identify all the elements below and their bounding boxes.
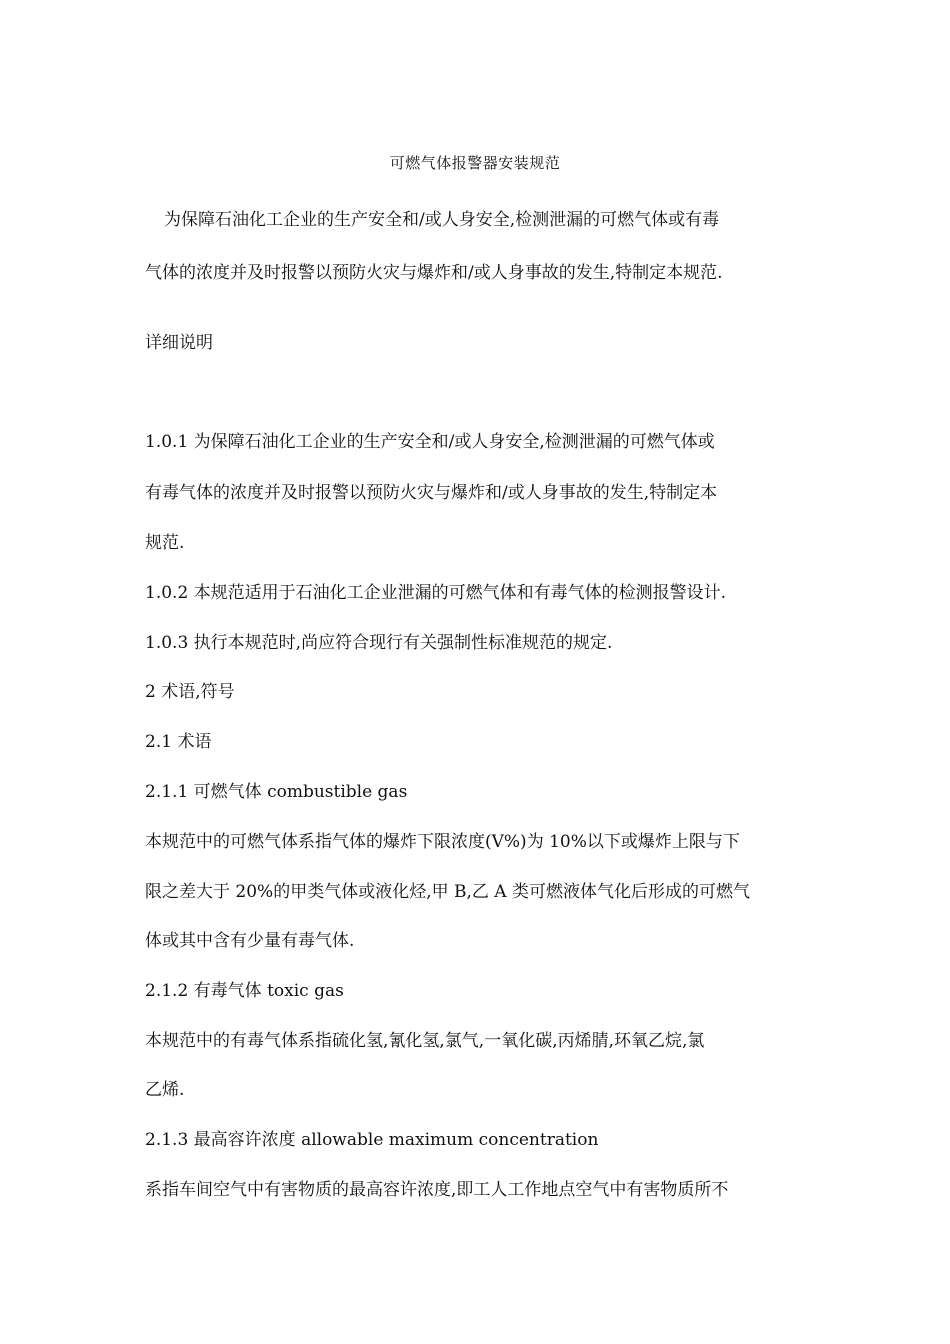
- clause-1-0-1-line-2: 有毒气体的浓度并及时报警以预防火灾与爆炸和/或人身事故的发生,特制定本: [145, 483, 718, 503]
- term-2-1-2-heading: 2.1.2 有毒气体 toxic gas: [145, 981, 344, 1001]
- term-2-1-1-line-3: 体或其中含有少量有毒气体.: [145, 931, 355, 951]
- intro-line-2: 气体的浓度并及时报警以预防火灾与爆炸和/或人身事故的发生,特制定本规范.: [145, 263, 723, 283]
- term-2-1-1-heading: 2.1.1 可燃气体 combustible gas: [145, 782, 408, 802]
- term-2-1-1-line-1: 本规范中的可燃气体系指气体的爆炸下限浓度(V%)为 10%以下或爆炸上限与下: [145, 832, 740, 852]
- section-2-1-heading: 2.1 术语: [145, 732, 212, 752]
- clause-1-0-1-line-3: 规范.: [145, 533, 185, 553]
- clause-1-0-2: 1.0.2 本规范适用于石油化工企业泄漏的可燃气体和有毒气体的检测报警设计.: [145, 583, 727, 603]
- term-2-1-1-line-2: 限之差大于 20%的甲类气体或液化烃,甲 B,乙 A 类可燃液体气化后形成的可燃气: [145, 882, 750, 902]
- section-heading-details: 详细说明: [145, 333, 213, 353]
- term-2-1-2-line-1: 本规范中的有毒气体系指硫化氢,氰化氢,氯气,一氧化碳,丙烯腈,环氧乙烷,氯: [145, 1031, 705, 1051]
- clause-1-0-3: 1.0.3 执行本规范时,尚应符合现行有关强制性标准规范的规定.: [145, 633, 613, 653]
- clause-1-0-1-line-1: 1.0.1 为保障石油化工企业的生产安全和/或人身安全,检测泄漏的可燃气体或: [145, 432, 715, 452]
- term-2-1-3-line-1: 系指车间空气中有害物质的最高容许浓度,即工人工作地点空气中有害物质所不: [145, 1180, 729, 1200]
- term-2-1-2-line-2: 乙烯.: [145, 1080, 185, 1100]
- term-2-1-3-heading: 2.1.3 最高容许浓度 allowable maximum concentration: [145, 1130, 599, 1150]
- intro-line-1: 为保障石油化工企业的生产安全和/或人身安全,检测泄漏的可燃气体或有毒: [164, 210, 720, 230]
- document-title: 可燃气体报警器安装规范: [389, 154, 561, 172]
- section-2-heading: 2 术语,符号: [145, 682, 235, 702]
